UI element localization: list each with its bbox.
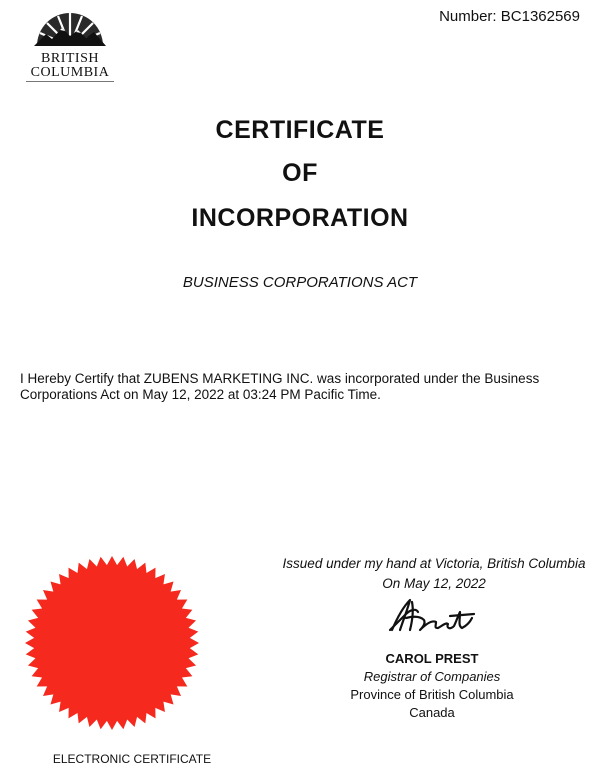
issued-line-1: Issued under my hand at Victoria, British Columbia <box>282 556 586 571</box>
registrar-province: Province of British Columbia <box>350 687 514 702</box>
title-line-of: OF <box>282 159 318 187</box>
registrar-name: CAROL PREST <box>385 651 479 666</box>
registrar-country: Canada <box>409 705 455 720</box>
certification-statement <box>20 371 580 403</box>
title-line-incorporation: INCORPORATION <box>191 204 409 232</box>
certificate-number: Number: BC1362569 <box>439 8 580 25</box>
issued-date: On May 12, 2022 <box>382 576 486 591</box>
bc-logo <box>20 6 120 86</box>
statement-line-1: I Hereby Certify that ZUBENS MARKETING INC. was incorporated under the Business <box>20 371 540 386</box>
issued-statement <box>276 554 592 594</box>
title-line-certificate: CERTIFICATE <box>215 116 385 144</box>
signature-icon <box>384 594 480 638</box>
registrar-title: Registrar of Companies <box>363 669 501 684</box>
logo-line-columbia: COLUMBIA <box>30 65 110 80</box>
statement-line-2: Corporations Act on May 12, 2022 at 03:24 PM Pacific Time. <box>20 387 381 402</box>
registrar-block <box>300 650 564 722</box>
bc-sun-mountains-icon <box>20 6 120 54</box>
act-name: BUSINESS CORPORATIONS ACT <box>182 274 418 291</box>
seal-caption: ELECTRONIC CERTIFICATE <box>52 752 212 766</box>
red-seal-icon <box>24 555 200 731</box>
logo-line-british: BRITISH <box>41 51 99 66</box>
logo-divider <box>26 81 114 82</box>
